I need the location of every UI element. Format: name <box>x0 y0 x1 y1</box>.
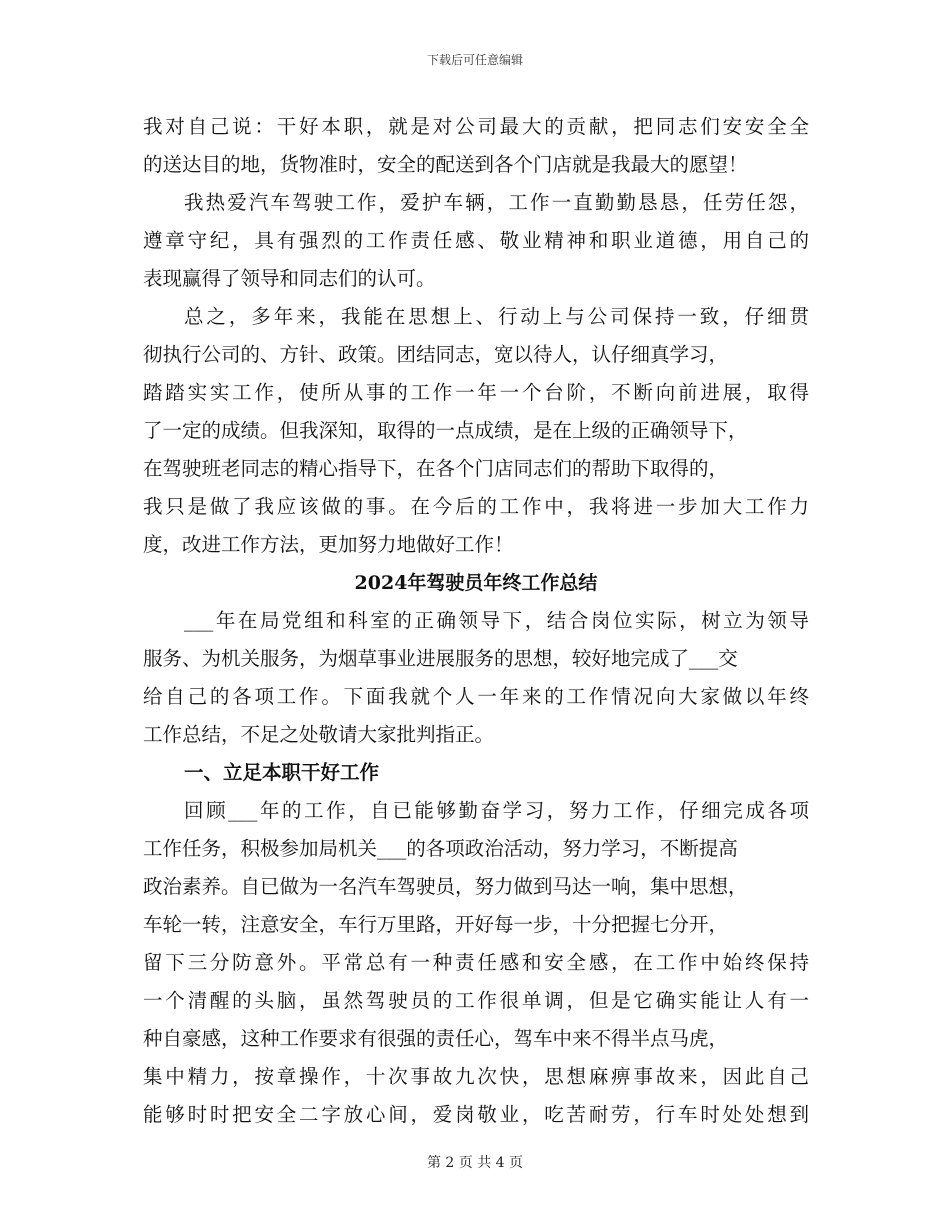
text-line: 表现赢得了领导和同志们的认可。 <box>143 267 436 290</box>
text-line: 度，改进工作方法，更加努力地做好工作！ <box>143 533 514 556</box>
page-number: 第 2 页 共 4 页 <box>426 1155 524 1171</box>
page-header: 下载后可任意编辑 <box>426 53 523 67</box>
text-line: 给自己的各项工作。下面我就个人一年来的工作情况向大家做以年终 <box>143 685 809 708</box>
text-line: 遵章守纪，具有强烈的工作责任感、敬业精神和职业道德，用自己的 <box>143 229 809 252</box>
text-line: 能够时时把安全二字放心间，爱岗敬业，吃苦耐劳，行车时处处想到 <box>143 1103 809 1126</box>
text-line: 在驾驶班老同志的精心指导下，在各个门店同志们的帮助下取得的， <box>143 457 729 480</box>
text-line: 我对自己说：干好本职，就是对公司最大的贡献，把同志们安安全全 <box>143 115 809 138</box>
text-line: 了一定的成绩。但我深知，取得的一点成绩，是在上级的正确领导下， <box>143 419 748 442</box>
text-line: ___年在局党组和科室的正确领导下，结合岗位实际，树立为领导 <box>184 609 809 632</box>
text-line: 我热爱汽车驾驶工作，爱护车辆，工作一直勤勤恳恳，任劳任怨， <box>184 191 809 214</box>
text-line: 一个清醒的头脑，虽然驾驶员的工作很单调，但是它确实能让人有一 <box>143 989 809 1012</box>
text-line: 我只是做了我应该做的事。在今后的工作中，我将进一步加大工作力 <box>143 495 809 518</box>
text-line: 彻执行公司的、方针、政策。团结同志，宽以待人，认仔细真学习， <box>143 343 729 366</box>
subsection-heading: 一、立足本职干好工作 <box>184 761 380 784</box>
text-line: 总之，多年来，我能在思想上、行动上与公司保持一致，仔细贯 <box>184 305 809 328</box>
text-line: 工作任务，积极参加局机关___的各项政治活动，努力学习，不断提高 <box>143 837 738 860</box>
text-line: 回顾___年的工作，自已能够勤奋学习，努力工作，仔细完成各项 <box>184 799 809 822</box>
text-line: 工作总结，不足之处敬请大家批判指正。 <box>143 723 495 746</box>
document-body <box>143 108 809 1134</box>
text-line: 服务、为机关服务，为烟草事业进展服务的思想，较好地完成了___交 <box>143 647 738 670</box>
text-line: 种自豪感，这种工作要求有很强的责任心，驾车中来不得半点马虎， <box>143 1027 729 1050</box>
text-line: 车轮一转，注意安全，车行万里路，开好每一步，十分把握七分开， <box>143 913 729 936</box>
text-line: 踏踏实实工作，使所从事的工作一年一个台阶，不断向前进展，取得 <box>143 381 809 404</box>
text-line: 政治素养。自已做为一名汽车驾驶员，努力做到马达一响，集中思想， <box>143 875 748 898</box>
section-title: 2024年驾驶员年终工作总结 <box>354 572 598 594</box>
text-line: 留下三分防意外。平常总有一种责任感和安全感，在工作中始终保持 <box>143 951 809 974</box>
text-line: 集中精力，按章操作，十次事故九次快，思想麻痹事故来，因此自己 <box>143 1065 809 1088</box>
text-line: 的送达目的地，货物准时，安全的配送到各个门店就是我最大的愿望！ <box>143 153 748 176</box>
